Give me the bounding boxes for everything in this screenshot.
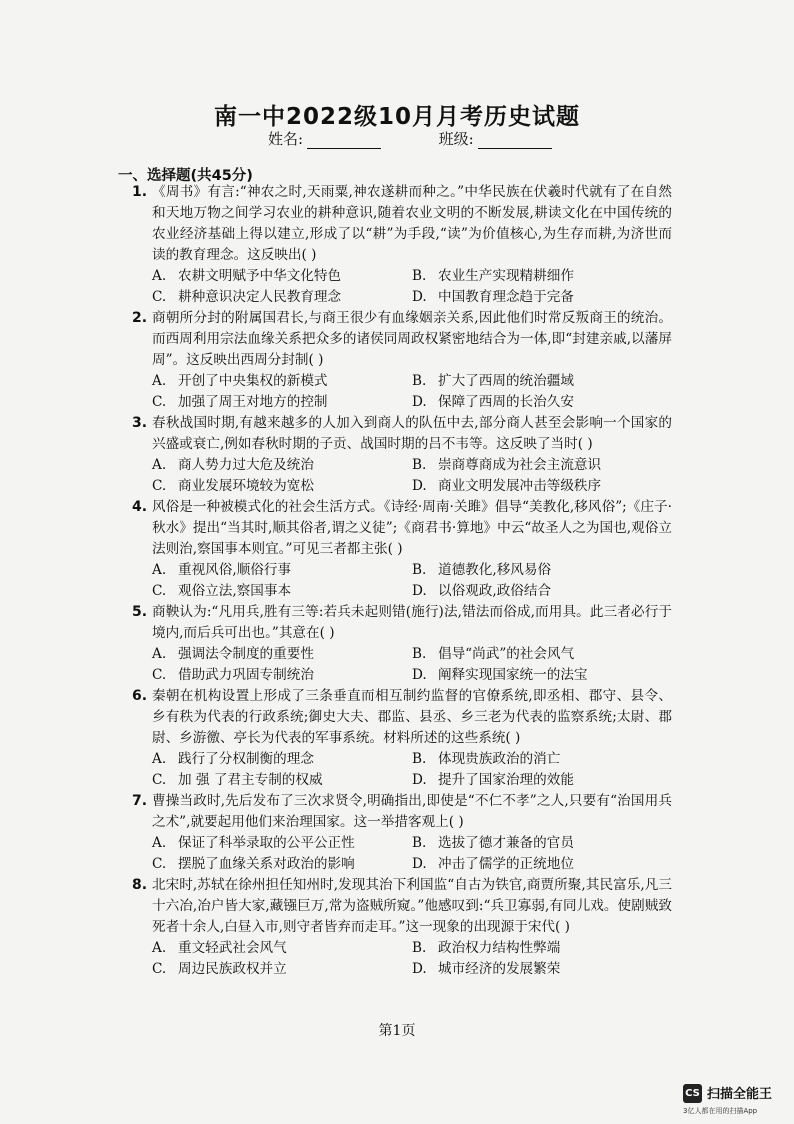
option-a[interactable]: A. 保证了科举录取的公平公正性 [152,835,355,851]
option-d[interactable]: D. 阐释实现国家统一的法宝 [412,667,588,683]
option-b[interactable]: B. 农业生产实现精耕细作 [412,268,574,284]
question-4 [132,497,672,602]
option-list [132,455,672,497]
option-c[interactable]: C. 耕种意识决定人民教育理念 [152,289,342,305]
option-c[interactable]: C. 商业发展环境较为宽松 [152,478,314,494]
question-7 [132,791,672,875]
option-list [132,371,672,413]
option-b[interactable]: B. 体现贵族政治的消亡 [412,751,561,767]
option-list [132,749,672,791]
option-b[interactable]: B. 选拔了德才兼备的官员 [412,835,574,851]
class-blank[interactable] [478,134,552,149]
option-c[interactable]: C. 借助武力巩固专制统治 [152,667,314,683]
question-stem: 商朝所分封的附属国君长,与商王很少有血缘姻亲关系,因此他们时常反叛商王的统治。而西周利用宗法血缘关系把众多的诸侯同周政权紧密地结合为一体,即“封建亲戚,以藩屏周”。这反映出西周分封制( ) [152,310,672,368]
option-d[interactable]: D. 中国教育理念趋于完备 [412,289,574,305]
question-number: 6. [132,688,148,704]
question-list [132,182,672,980]
class-label: 班级: [438,130,474,148]
option-d[interactable]: D. 冲击了儒学的正统地位 [412,856,574,872]
scanner-watermark [683,1082,783,1118]
question-number: 7. [132,793,148,809]
option-d[interactable]: D. 以俗观政,政俗结合 [412,583,552,599]
option-b[interactable]: B. 政治权力结构性弊端 [412,940,561,956]
question-8 [132,875,672,980]
name-blank[interactable] [307,134,381,149]
option-list [132,266,672,308]
option-a[interactable]: A. 重视风俗,顺俗行事 [152,562,292,578]
question-number: 1. [132,184,148,200]
question-5 [132,602,672,686]
question-number: 3. [132,415,148,431]
question-2 [132,308,672,413]
watermark-name: 扫描全能王 [707,1087,773,1102]
name-label: 姓名: [268,130,304,148]
option-list [132,644,672,686]
question-stem: 曹操当政时,先后发布了三次求贤令,明确指出,即使是“不仁不孝”之人,只要有“治国用兵之术”,就要起用他们来治理国家。这一举措客观上( ) [152,793,672,830]
option-d[interactable]: D. 城市经济的发展繁荣 [412,961,561,977]
option-c[interactable]: C. 周边民族政权并立 [152,961,287,977]
option-a[interactable]: A. 开创了中央集权的新模式 [152,373,328,389]
question-stem: 北宋时,苏轼在徐州担任知州时,发现其治下利国监“自古为铁官,商贾所聚,其民富乐,凡三十六冶,冶户皆大家,藏镪巨万,常为盗贼所窥。”他感叹到:“兵卫寡弱,有同儿戏。使剧贼致死者十余人,白昼入市,则守者皆弃而走耳。”这一现象的出现源于宋代( ) [152,877,672,935]
option-b[interactable]: B. 崇商尊商成为社会主流意识 [412,457,602,473]
exam-title: 南一中2022级10月月考历史试题 [213,104,581,130]
watermark-subtitle: 3亿人都在用的扫描App [683,1107,758,1115]
option-d[interactable]: D. 提升了国家治理的效能 [412,772,574,788]
option-a[interactable]: A. 践行了分权制衡的理念 [152,751,314,767]
option-c[interactable]: C. 加强了周王对地方的控制 [152,394,328,410]
option-a[interactable]: A. 农耕文明赋予中华文化特色 [152,268,342,284]
option-a[interactable]: A. 商人势力过大危及统治 [152,457,314,473]
option-a[interactable]: A. 重文轻武社会风气 [152,940,287,956]
option-list [132,560,672,602]
option-c[interactable]: C. 摆脱了血缘关系对政治的影响 [152,856,355,872]
option-d[interactable]: D. 商业文明发展冲击等级秩序 [412,478,602,494]
question-stem: 商鞅认为:“凡用兵,胜有三等:若兵未起则错(施行)法,错法而俗成,而用具。此三者必行于境内,而后兵可出也。”其意在( ) [152,604,672,641]
student-info [268,128,552,149]
question-stem: 《周书》有言:“神农之时,天雨粟,神农遂耕而种之。”中华民族在伏羲时代就有了在自然和天地万物之间学习农业的耕种意识,随着农业文明的不断发展,耕读文化在中国传统的农业经济基础上得以建立,形成了以“耕”为手段,“读”为价值核心,为生存而耕,为济世而读的教育理念。这反映出( ) [152,184,672,263]
option-d[interactable]: D. 保障了西周的长治久安 [412,394,574,410]
question-6 [132,686,672,791]
question-3 [132,413,672,497]
question-1 [132,182,672,308]
option-b[interactable]: B. 倡导“尚武”的社会风气 [412,646,575,662]
question-number: 4. [132,499,148,515]
option-a[interactable]: A. 强调法令制度的重要性 [152,646,314,662]
option-list [132,833,672,875]
question-number: 5. [132,604,148,620]
section-title: 一、选择题(共45分) [118,168,253,184]
option-c[interactable]: C. 观俗立法,察国事本 [152,583,292,599]
option-c[interactable]: C. 加 强 了君主专制的权威 [152,772,323,788]
page-number: 第1页 [378,1023,416,1039]
question-stem: 风俗是一种被模式化的社会生活方式。《诗经·周南·关雎》倡导“美教化,移风俗”;《庄子·秋水》提出“当其时,顺其俗者,谓之义徒”;《商君书·算地》中云“故圣人之为国也,观俗立法则治,察国事本则宜。”可见三者都主张( ) [152,499,672,557]
option-b[interactable]: B. 道德教化,移风易俗 [412,562,552,578]
option-b[interactable]: B. 扩大了西周的统治疆域 [412,373,574,389]
cs-logo-icon: CS [683,1084,702,1103]
question-stem: 秦朝在机构设置上形成了三条垂直而相互制约监督的官僚系统,即丞相、郡守、县令、乡有秩为代表的行政系统;御史大夫、郡监、县丞、乡三老为代表的监察系统;太尉、郡尉、乡游徼、亭长为代表的军事系统。材料所述的这些系统( ) [152,688,672,746]
question-stem: 春秋战国时期,有越来越多的人加入到商人的队伍中去,部分商人甚至会影响一个国家的兴盛或衰亡,例如春秋时期的子贡、战国时期的吕不韦等。这反映了当时( ) [152,415,672,452]
option-list [132,938,672,980]
question-number: 8. [132,877,148,893]
question-number: 2. [132,310,148,326]
